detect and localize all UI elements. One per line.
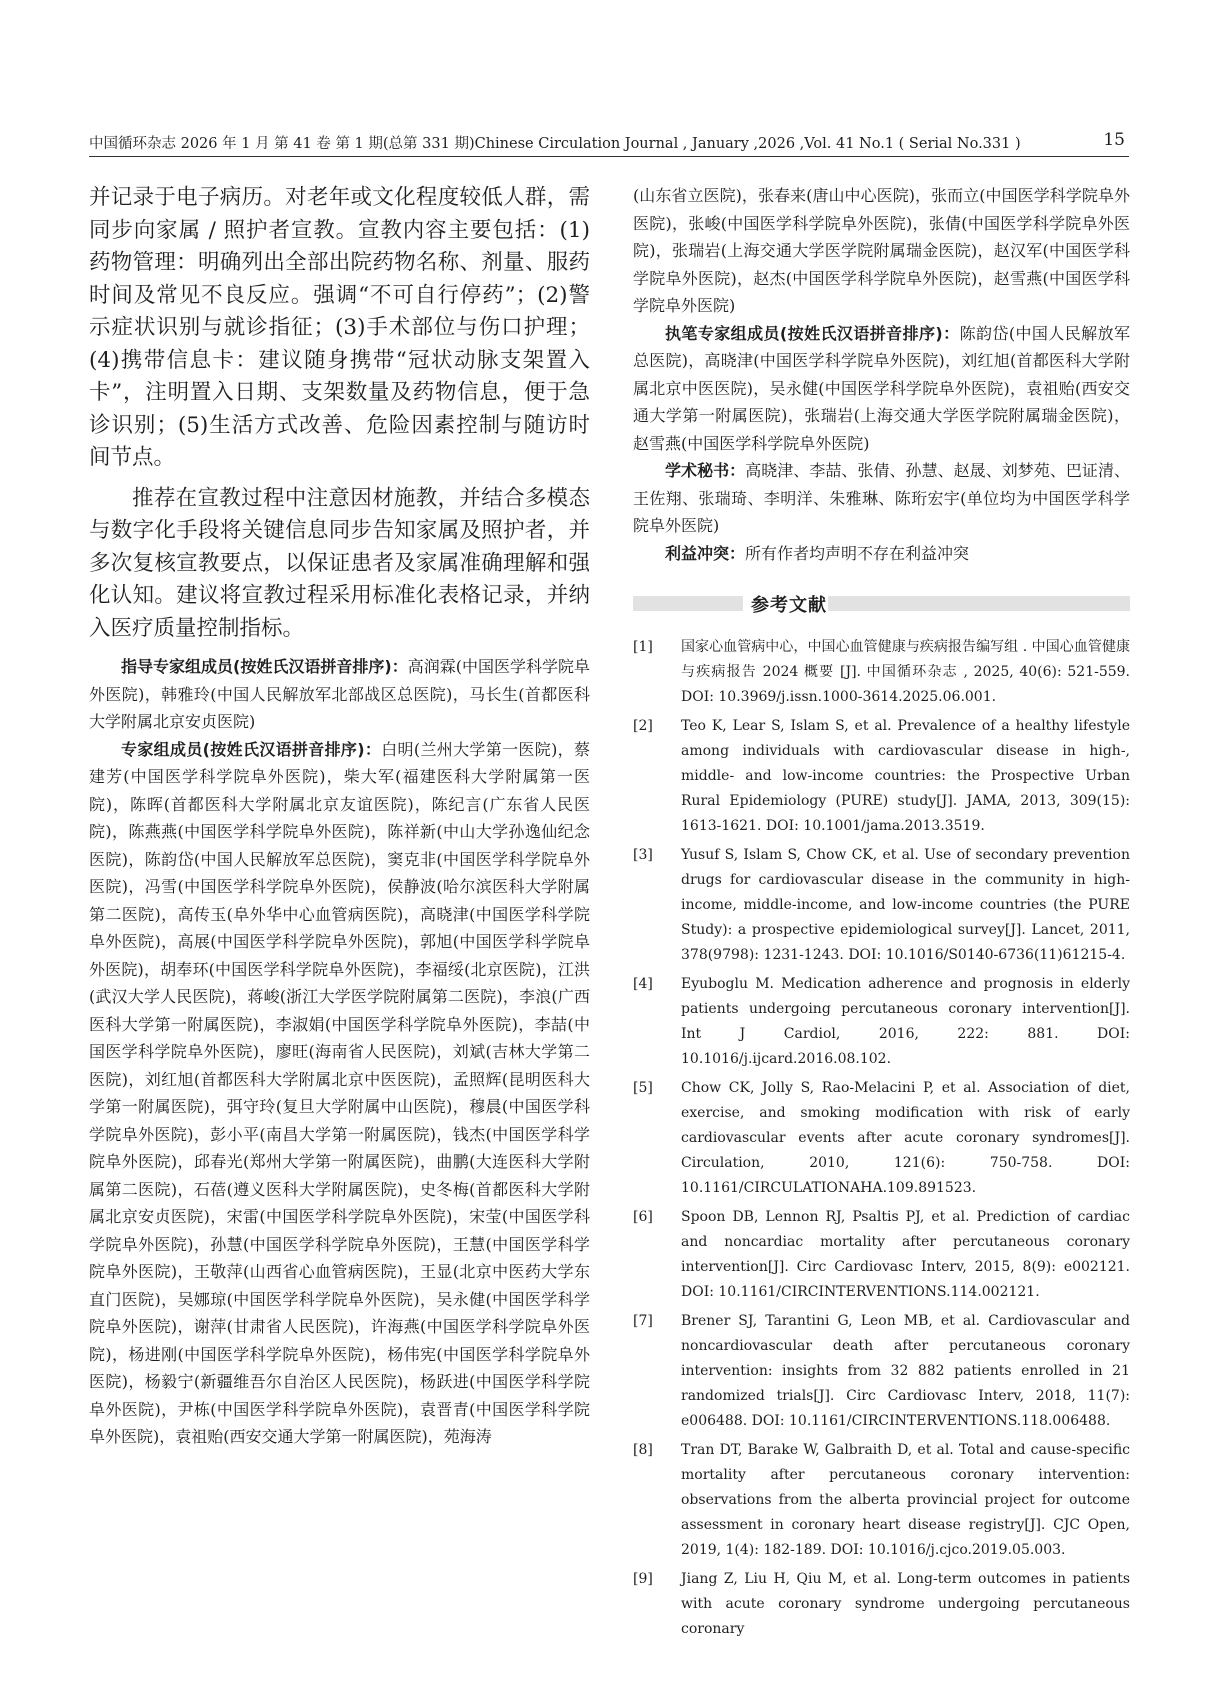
paragraph-gap [89,475,590,483]
reference-item [633,714,1130,839]
references-heading [633,591,1130,616]
reference-text: Chow CK, Jolly S, Rao-Melacini P, et al. Association of diet, exercise, and smoking modification with risk of early cardiovascular events after acute coronary syndromes[J]. Circulation, 2010, 121(6): 750-758. DOI: 10.1161/CIRCULATIONAHA.109.891523. [681,1080,1130,1196]
expert-group-label: 专家组成员(按姓氏汉语拼音排序)： [121,739,382,759]
conflict-label: 利益冲突： [665,543,746,563]
reference-number: [2] [633,718,653,734]
reference-text: Spoon DB, Lennon RJ, Psaltis PJ, et al. Prediction of cardiac and noncardiac mortality after percutaneous coronary intervention[J]. Circ Cardiovasc Interv, 2015, 8(9): e002121. DOI: 10.1161/CIRCINTERVENTIONS.114.002121. [681,1209,1130,1300]
writing-experts-label: 执笔专家组成员(按姓氏汉语拼音排序)： [665,323,960,343]
left-column [89,182,590,1451]
reference-text: Jiang Z, Liu H, Qiu M, et al. Long-term outcomes in patients with acute coronary syndrome undergoing percutaneous coronary [681,1571,1130,1637]
conflict-paragraph [633,540,1130,568]
reference-number: [3] [633,847,653,863]
reference-item [633,1076,1130,1201]
reference-text: 国家心血管病中心，中国心血管健康与疾病报告编写组 . 中国心血管健康与疾病报告 2024 概要 [J]. 中国循环杂志 , 2025, 40(6): 521-559. DOI: 10.3969/j.issn.1000-3614.2025.06.001. [681,639,1130,705]
writing-experts-list: 陈韵岱(中国人民解放军总医院)，高晓津(中国医学科学院阜外医院)，刘红旭(首都医科大学附属北京中医医院)，吴永健(中国医学科学院阜外医院)，袁祖贻(西安交通大学第一附属医院)，张瑞岩(上海交通大学医学院附属瑞金医院)，赵雪燕(中国医学科学院阜外医院) [633,323,1130,453]
guide-experts-paragraph [89,653,590,736]
reference-item [633,972,1130,1072]
reference-text: Brener SJ, Tarantini G, Leon MB, et al. Cardiovascular and noncardiovascular death after percutaneous coronary intervention: insights from 32 882 patients enrolled in 21 randomized trials[J]. Circ Cardiovasc Interv, 2018, 11(7): e006488. DOI: 10.1161/CIRCINTERVENTIONS.118.006488. [681,1313,1130,1429]
page-number: 15 [1103,130,1125,150]
education-paragraph: 并记录于电子病历。对老年或文化程度较低人群，需同步向家属 / 照护者宣教。宣教内容主要包括：(1)药物管理：明确列出全部出院药物名称、剂量、服药时间及常见不良反应。强调“不可自行停药”；(2)警示症状识别与就诊指征；(3)手术部位与伤口护理；(4)携带信息卡：建议随身携带“冠状动脉支架置入卡”，注明置入日期、支架数量及药物信息，便于急诊识别；(5)生活方式改善、危险因素控制与随访时间节点。 [89,185,590,470]
reference-text: Eyuboglu M. Medication adherence and prognosis in elderly patients undergoing percutaneous coronary intervention[J]. Int J Cardiol, 2016, 222: 881. DOI: 10.1016/j.ijcard.2016.08.102. [681,976,1130,1067]
reference-text: Yusuf S, Islam S, Chow CK, et al. Use of secondary prevention drugs for cardiovascular disease in the community in high-income, middle-income, and low-income countries (the PURE Study): a prospective epidemiological survey[J]. Lancet, 2011, 378(9798): 1231-1243. DOI: 10.1016/S0140-6736(11)61215-4. [681,847,1130,963]
expert-group-continued: (山东省立医院)，张春来(唐山中心医院)，张而立(中国医学科学院阜外医院)，张峻(中国医学科学院阜外医院)，张倩(中国医学科学院阜外医院)，张瑞岩(上海交通大学医学院附属瑞金医院)，赵汉军(中国医学科学院阜外医院)，赵杰(中国医学科学院阜外医院)，赵雪燕(中国医学科学院阜外医院) [633,186,1130,315]
reference-item [633,1309,1130,1434]
reference-number: [4] [633,976,653,992]
reference-list [633,635,1130,1642]
heading-bar-right [828,596,1130,611]
expert-group-paragraph [89,736,590,1451]
heading-bar-left [633,596,743,611]
secretary-list: 高晓津、李喆、张倩、孙慧、赵晟、刘梦苑、巴证清、王佐翔、张瑞琦、李明洋、朱雅琳、陈珩宏宇(单位均为中国医学科学院阜外医院) [633,461,1130,535]
reference-text: Teo K, Lear S, Islam S, et al. Prevalence of a healthy lifestyle among individuals with cardiovascular disease in high-, middle- and low-income countries: the Prospective Urban Rural Epidemiology (PURE) study[J]. JAMA, 2013, 309(15): 1613-1621. DOI: 10.1001/jama.2013.3519. [681,718,1130,834]
reference-number: [8] [633,1442,653,1458]
reference-number: [9] [633,1571,653,1587]
conflict-statement: 所有作者均声明不存在利益冲突 [745,543,970,563]
reference-item [633,843,1130,968]
guide-experts-label: 指导专家组成员(按姓氏汉语拼音排序)： [121,657,408,676]
references-title: 参考文献 [751,595,827,616]
reference-number: [7] [633,1313,653,1329]
secretary-paragraph [633,457,1130,540]
paragraph-gap [89,645,590,653]
reference-number: [6] [633,1209,653,1225]
reference-item [633,1438,1130,1563]
reference-item [633,635,1130,710]
reference-text: Tran DT, Barake W, Galbraith D, et al. Total and cause-specific mortality after percutaneous coronary intervention: observations from the alberta provincial project for outcome assessment in coronary heart disease registry[J]. CJC Open, 2019, 1(4): 182-189. DOI: 10.1016/j.cjco.2019.05.003. [681,1442,1130,1558]
guide-experts-list: 高润霖(中国医学科学院阜外医院)，韩雅玲(中国人民解放军北部战区总医院)，马长生(首都医科大学附属北京安贞医院) [89,657,590,731]
reference-item [633,1567,1130,1642]
journal-citation: 中国循环杂志 2026 年 1 月 第 41 卷 第 1 期(总第 331 期)Chinese Circulation Journal , January ,2026 ,Vol. 41 No.1 ( Serial No.331 ) [89,136,1021,152]
expert-group-list: 白明(兰州大学第一医院)，蔡建芳(中国医学科学院阜外医院)，柴大军(福建医科大学附属第一医院)，陈晖(首都医科大学附属北京友谊医院)，陈纪言(广东省人民医院)，陈燕燕(中国医学科学院阜外医院)，陈祥新(中山大学孙逸仙纪念医院)，陈韵岱(中国人民解放军总医院)，窦克非(中国医学科学院阜外医院)，冯雪(中国医学科学院阜外医院)，侯静波(哈尔滨医科大学附属第二医院)，高传玉(阜外华中心血管病医院)，高晓津(中国医学科学院阜外医院)，高展(中国医学科学院阜外医院)，郭旭(中国医学科学院阜外医院)，胡奉环(中国医学科学院阜外医院)，李福绥(北京医院)，江洪(武汉大学人民医院)，蒋峻(浙江大学医学院附属第二医院)，李浪(广西医科大学第一附属医院)，李淑娟(中国医学科学院阜外医院)，李喆(中国医学科学院阜外医院)，廖旺(海南省人民医院)，刘斌(吉林大学第二医院)，刘红旭(首都医科大学附属北京中医医院)，孟照辉(昆明医科大学第一附属医院)，弭守玲(复旦大学附属中山医院)，穆晨(中国医学科学院阜外医院)，彭小平(南昌大学第一附属医院)，钱杰(中国医学科学院阜外医院)，邱春光(郑州大学第一附属医院)，曲鹏(大连医科大学附属第二医院)，石蓓(遵义医科大学附属医院)，史冬梅(首都医科大学附属北京安贞医院)，宋雷(中国医学科学院阜外医院)，宋莹(中国医学科学院阜外医院)，孙慧(中国医学科学院阜外医院)，王慧(中国医学科学院阜外医院)，王敬萍(山西省心血管病医院)，王显(北京中医药大学东直门医院)，吴娜琼(中国医学科学院阜外医院)，吴永健(中国医学科学院阜外医院)，谢萍(甘肃省人民医院)，许海燕(中国医学科学院阜外医院)，杨进刚(中国医学科学院阜外医院)，杨伟宪(中国医学科学院阜外医院)，杨毅宁(新疆维吾尔自治区人民医院)，杨跃进(中国医学科学院阜外医院)，尹栋(中国医学科学院阜外医院)，袁晋青(中国医学科学院阜外医院)，袁祖贻(西安交通大学第一附属医院)，苑海涛 [89,739,590,1446]
writing-experts-paragraph [633,320,1130,458]
right-column [633,182,1130,1646]
reference-number: [1] [633,639,653,655]
reference-number: [5] [633,1080,653,1096]
secretary-label: 学术秘书： [665,461,746,480]
running-header [89,130,1129,157]
reference-item [633,1205,1130,1305]
recommendation-paragraph: 推荐在宣教过程中注意因材施教，并结合多模态与数字化手段将关键信息同步告知家属及照护者，并多次复核宣教要点，以保证患者及家属准确理解和强化认知。建议将宣教过程采用标准化表格记录，并纳入医疗质量控制指标。 [89,485,590,641]
